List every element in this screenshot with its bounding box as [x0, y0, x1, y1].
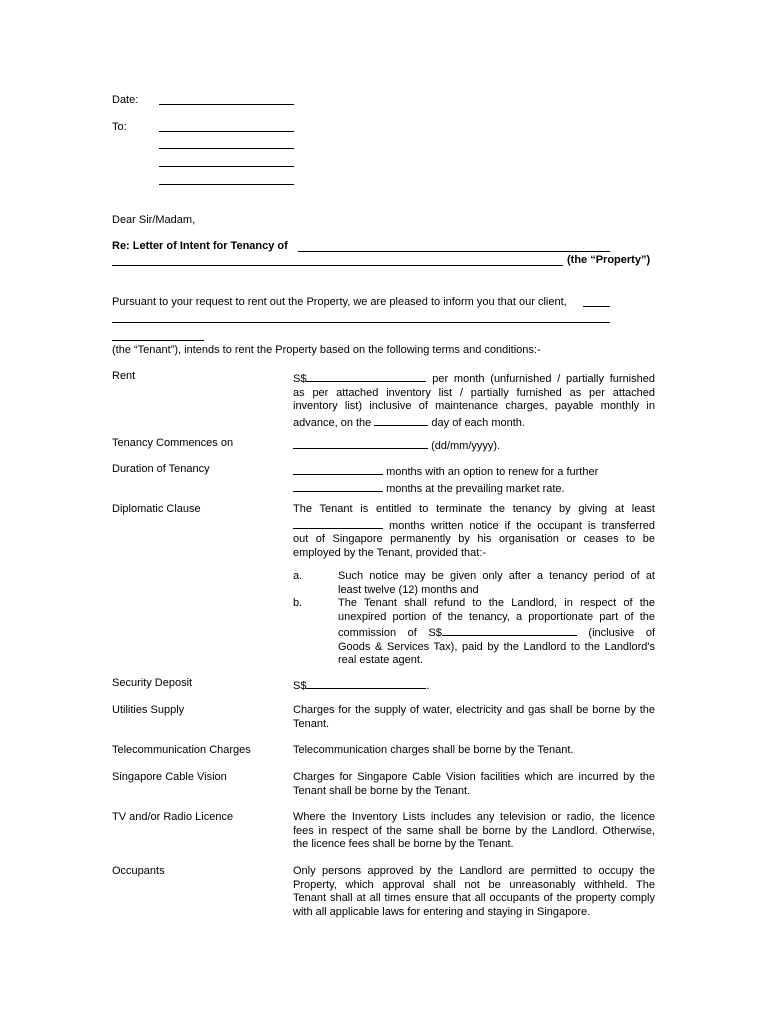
diplomatic-line-1: The Tenant is entitled to terminate the tenancy by giving at least [293, 503, 655, 515]
commence-format: (dd/mm/yyyy). [431, 440, 501, 452]
re-heading: Re: Letter of Intent for Tenancy of [112, 240, 288, 252]
deposit-period: . [426, 680, 430, 692]
duration-line-2 [293, 480, 598, 497]
duration-value [293, 463, 598, 496]
diplomatic-value [293, 503, 655, 560]
deposit-value [293, 677, 430, 694]
item-a-line-2: least twelve (12) months and [338, 583, 479, 596]
rent-line-2: as per attached inventory list / partially furnished as per attached [293, 386, 655, 399]
item-b-line-1: The Tenant shall refund to the Landlord, in respect of the [338, 597, 655, 609]
cable-line-2: Tenant shall be borne by the Tenant. [293, 784, 471, 797]
licence-line-2: fees in respect of the same shall be borne by the Landlord. Otherwise, [293, 824, 655, 837]
rent-line-4-suffix: day of each month. [431, 416, 525, 429]
commission-suffix: (inclusive of [588, 627, 656, 639]
diplomatic-line-4: employed by the Tenant, provided that:- [293, 546, 487, 559]
licence-line-1: Where the Inventory Lists includes any television or radio, the licence [293, 811, 655, 823]
item-b-marker: b. [293, 597, 303, 609]
to-field-line-1 [159, 131, 294, 132]
cable-line-1: Charges for Singapore Cable Vision facilities which are incurred by the [293, 771, 655, 783]
date-label: Date: [112, 94, 139, 106]
rent-currency: S$ [293, 373, 307, 385]
telecom-label: Telecommunication Charges [112, 744, 251, 756]
occupants-line-3: Tenant shall at all times ensure that all occupants of the property comply [293, 892, 655, 904]
duration-line-1-text: months with an option to renew for a further [386, 466, 599, 478]
occupants-label: Occupants [112, 865, 165, 877]
salutation: Dear Sir/Madam, [112, 214, 196, 226]
rent-label: Rent [112, 370, 136, 382]
duration-label: Duration of Tenancy [112, 463, 210, 475]
occupants-line-4: with all applicable laws for entering and staying in Singapore. [293, 905, 591, 918]
rent-amount-blank [306, 370, 426, 382]
item-b-text [338, 597, 655, 668]
rent-line-1 [293, 370, 655, 387]
client-field-line-2 [112, 322, 610, 323]
commence-value [293, 437, 500, 454]
item-a-marker: a. [293, 570, 303, 582]
client-field-line-1 [583, 306, 610, 307]
to-label: To: [112, 121, 127, 133]
rent-value [293, 370, 655, 430]
rent-line-3: inventory list) inclusive of maintenance charges, payable monthly in [293, 400, 655, 412]
to-field-line-4 [159, 184, 294, 185]
item-a-text [338, 570, 655, 597]
rent-line-1-text: per month (unfurnished / partially furnished [432, 373, 655, 385]
notice-months-blank [293, 517, 383, 529]
item-b-line-2: unexpired portion of the tenancy, a proportionate part of the [338, 610, 655, 623]
item-b-line-4: Goods & Services Tax), paid by the Landlord to the Landlord's [338, 640, 655, 653]
to-field-line-3 [159, 166, 294, 167]
deposit-currency: S$ [293, 680, 307, 692]
diplomatic-line-3: out of Singapore permanently by his organisation or ceases to be [293, 533, 655, 545]
cable-value [293, 771, 655, 798]
telecom-line-1: Telecommunication charges shall be borne by the Tenant. [293, 744, 574, 756]
occupants-line-2: Property, which approval shall not be unreasonably withheld. The [293, 878, 655, 891]
telecom-value [293, 744, 655, 758]
rent-day-blank [374, 414, 428, 426]
diplomatic-line-2-text: months written notice if the occupant is transferred [388, 519, 655, 532]
renewal-months-blank [293, 480, 383, 492]
licence-value [293, 811, 655, 852]
diplomatic-label: Diplomatic Clause [112, 503, 201, 515]
date-field-line [159, 104, 294, 105]
commence-date-blank [293, 437, 428, 449]
deposit-amount-blank [306, 677, 426, 689]
intro-line-3: (the “Tenant”), intends to rent the Property based on the following terms and conditions:- [112, 344, 541, 356]
occupants-line-1: Only persons approved by the Landlord are permitted to occupy the [293, 865, 655, 877]
utilities-label: Utilities Supply [112, 704, 185, 716]
duration-line-2-text: months at the prevailing market rate. [386, 482, 565, 495]
rent-line-4-prefix: advance, on the [293, 416, 372, 429]
item-b-line-5: real estate agent. [338, 654, 424, 666]
client-field-line-3 [112, 340, 204, 341]
licence-label: TV and/or Radio Licence [112, 811, 234, 823]
property-definition: (the “Property”) [567, 254, 651, 266]
property-field-line-1 [298, 251, 610, 252]
duration-line-1 [293, 463, 598, 480]
utilities-line-2: Tenant. [293, 717, 330, 730]
utilities-value [293, 704, 655, 731]
utilities-line-1: Charges for the supply of water, electricity and gas shall be borne by the [293, 704, 655, 716]
commission-prefix: commission of S$ [338, 627, 442, 639]
to-field-line-2 [159, 148, 294, 149]
diplomatic-line-2 [293, 517, 655, 534]
item-a-line-1: Such notice may be given only after a tenancy period of at [338, 570, 655, 582]
licence-line-3: the licence fees shall be borne by the Tenant. [293, 838, 514, 850]
rent-line-4 [293, 414, 655, 431]
cable-label: Singapore Cable Vision [112, 771, 227, 783]
property-field-line-2 [112, 265, 563, 266]
commission-amount-blank [442, 624, 577, 636]
item-b-line-3 [338, 624, 655, 641]
occupants-value [293, 865, 655, 919]
duration-months-blank [293, 463, 383, 475]
intro-line-1: Pursuant to your request to rent out the Property, we are pleased to inform you that our client, [112, 296, 567, 308]
commence-label: Tenancy Commences on [112, 437, 234, 449]
deposit-label: Security Deposit [112, 677, 193, 689]
